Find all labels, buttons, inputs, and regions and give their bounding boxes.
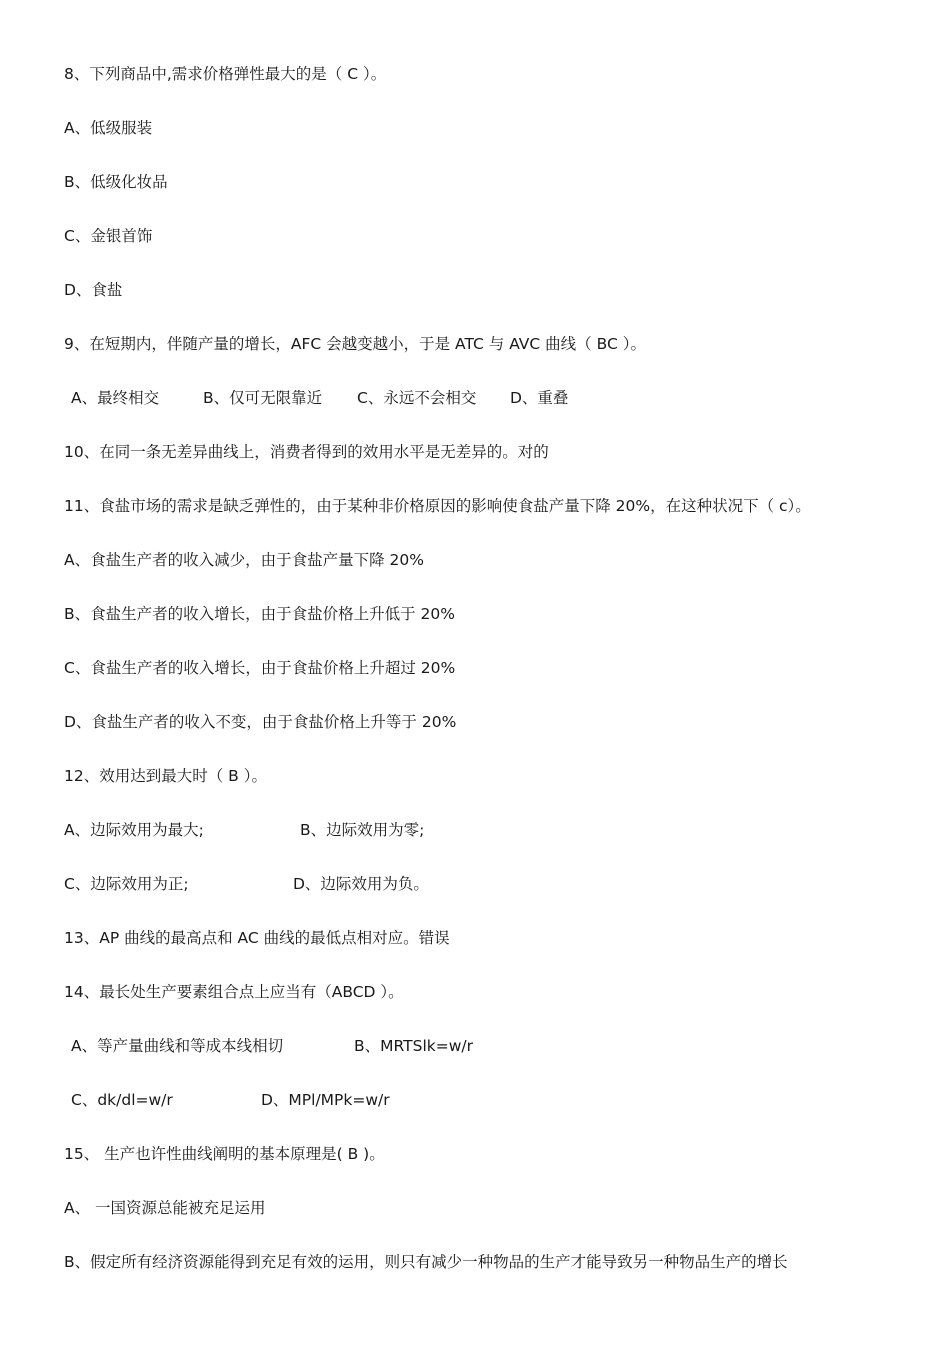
question-14-option-a: A、等产量曲线和等成本线相切 <box>71 1037 284 1055</box>
question-8-option-a: A、低级服装 <box>64 119 153 137</box>
question-11-option-a: A、食盐生产者的收入减少，由于食盐产量下降 20% <box>64 551 424 569</box>
question-14-options-row-1 <box>71 1036 473 1056</box>
question-9-option-c: C、永远不会相交 <box>357 389 477 407</box>
question-14-option-d: D、MPl/MPk=w/r <box>261 1091 390 1109</box>
question-9-option-d: D、重叠 <box>510 389 569 407</box>
question-11: 11、食盐市场的需求是缺乏弹性的，由于某种非价格原因的影响使食盐产量下降 20%，在这种状况下（ c）。 <box>64 497 811 515</box>
question-13: 13、AP 曲线的最高点和 AC 曲线的最低点相对应。错误 <box>64 929 450 947</box>
question-12-option-b: B、边际效用为零; <box>300 821 425 839</box>
question-8-option-c: C、金银首饰 <box>64 227 153 245</box>
question-12-options-row-2 <box>64 874 429 894</box>
question-12-option-c: C、边际效用为正; <box>64 875 189 893</box>
question-8-option-d: D、食盐 <box>64 281 123 299</box>
question-9: 9、在短期内，伴随产量的增长，AFC 会越变越小，于是 ATC 与 AVC 曲线（ BC ）。 <box>64 335 646 353</box>
question-11-option-c: C、食盐生产者的收入增长，由于食盐价格上升超过 20% <box>64 659 456 677</box>
question-15-option-a: A、 一国资源总能被充足运用 <box>64 1199 266 1217</box>
question-14-option-c: C、dk/dl=w/r <box>71 1091 173 1109</box>
question-9-options <box>71 388 568 408</box>
question-12-option-d: D、边际效用为负。 <box>293 875 429 893</box>
question-11-option-d: D、食盐生产者的收入不变，由于食盐价格上升等于 20% <box>64 713 457 731</box>
question-15: 15、 生产也许性曲线阐明的基本原理是( B )。 <box>64 1145 385 1163</box>
question-12-options-row-1 <box>64 820 424 840</box>
question-15-option-b: B、假定所有经济资源能得到充足有效的运用，则只有减少一种物品的生产才能导致另一种物品生产的增长 <box>64 1253 788 1271</box>
question-8: 8、下列商品中,需求价格弹性最大的是（ C ）。 <box>64 65 387 83</box>
question-9-option-b: B、仅可无限靠近 <box>203 389 323 407</box>
question-8-option-b: B、低级化妆品 <box>64 173 168 191</box>
question-10: 10、在同一条无差异曲线上，消费者得到的效用水平是无差异的。对的 <box>64 443 549 461</box>
question-14: 14、最长处生产要素组合点上应当有（ABCD ）。 <box>64 983 404 1001</box>
question-9-option-a: A、最终相交 <box>71 389 160 407</box>
question-12: 12、效用达到最大时（ B ）。 <box>64 767 267 785</box>
question-14-option-b: B、MRTSlk=w/r <box>354 1037 473 1055</box>
question-11-option-b: B、食盐生产者的收入增长，由于食盐价格上升低于 20% <box>64 605 456 623</box>
question-14-options-row-2 <box>71 1090 390 1110</box>
question-12-option-a: A、边际效用为最大; <box>64 821 204 839</box>
